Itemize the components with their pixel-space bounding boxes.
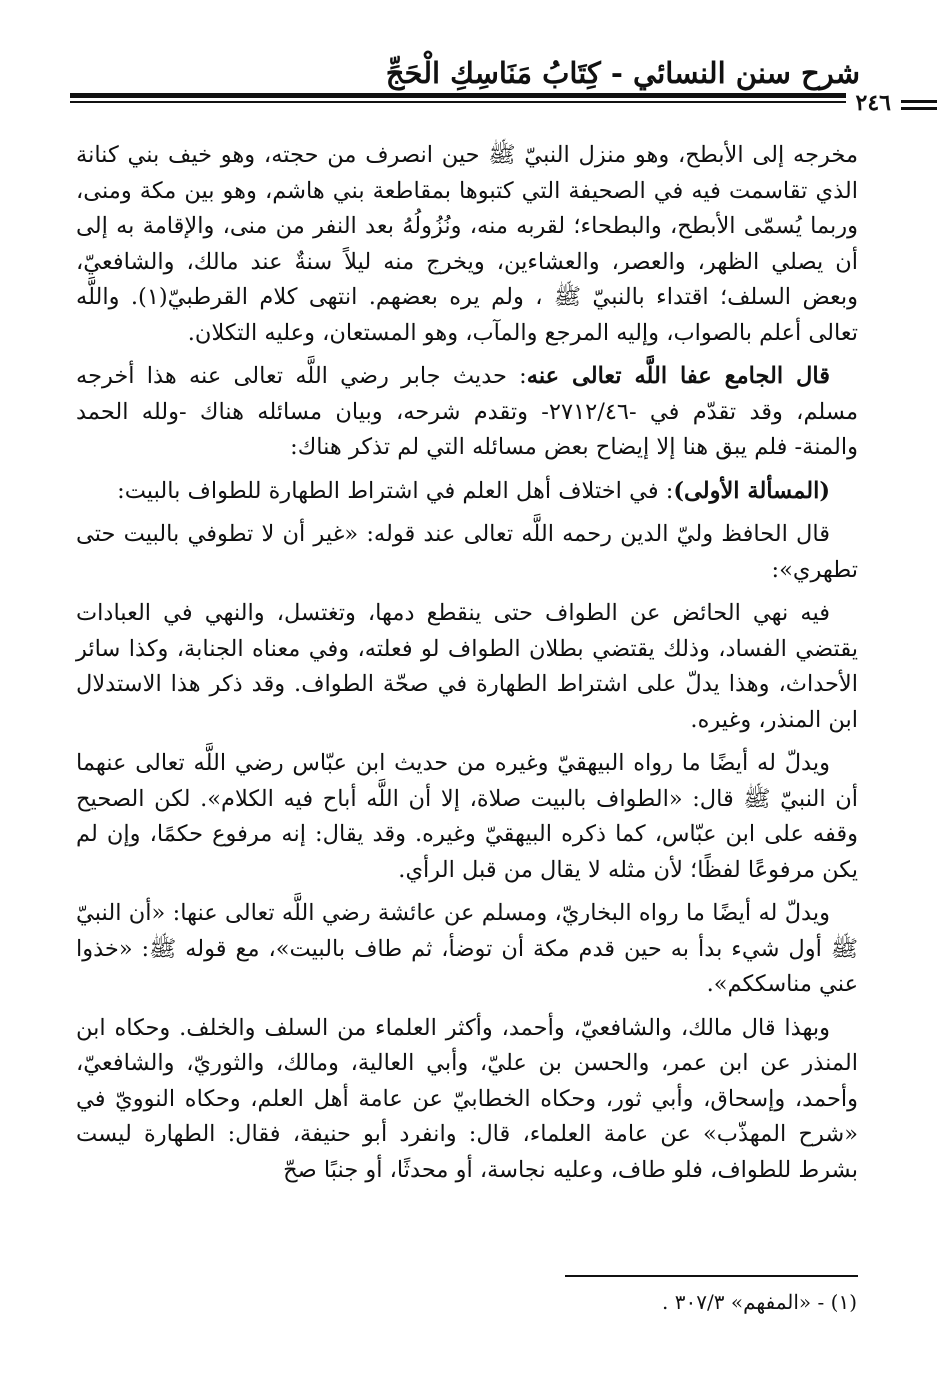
footnote-rule (565, 1275, 858, 1277)
paragraph-text: ويدلّ له أيضًا ما رواه البيهقيّ وغيره من حديث ابن عبّاس رضي اللَّه تعالى عنهما أن النبيّ ﷺ قال: «الطواف بالبيت صلاة، إلا أن اللَّه أباح فيه الكلام». لكن الصحيح وقفه على ابن عبّاس، كما ذكره البيهقيّ وغيره. وقد يقال: إنه مرفوع حكمًا، وإن لم يكن مرفوعًا لفظًا؛ لأن مثله لا يقال من قبل الرأي. (76, 750, 858, 883)
header-rule-thick (70, 93, 860, 98)
header-rule-thin (70, 101, 860, 103)
header-title: شرح سنن النسائي - كِتَابُ مَنَاسِكِ الْحَجِّ (385, 56, 860, 90)
paragraph (76, 746, 858, 888)
paragraph (76, 359, 858, 466)
main-text (76, 138, 858, 1196)
paragraph (76, 138, 858, 351)
paragraph-lead: (المسألة الأولى) (673, 477, 830, 504)
paragraph-text: : حديث جابر رضي اللَّه تعالى عنه هذا أخرجه مسلم، وقد تقدّم في -٢٧١٢/٤٦- وتقدم شرحه، وبيان مسائله هناك -ولله الحمد والمنة- فلم يبق هنا إلا إيضاح بعض مسائله التي لم تذكر هناك: (76, 363, 858, 460)
running-header (70, 56, 860, 104)
paragraph-text: وبهذا قال مالك، والشافعيّ، وأحمد، وأكثر العلماء من السلف والخلف. وحكاه ابن المنذر عن ابن عمر، والحسن بن عليّ، وأبي العالية، ومالك، والثوريّ، والشافعيّ، وأحمد، وإسحاق، وأبي ثور، وحكاه الخطابيّ عن عامة أهل العلم، وحكاه النوويّ في «شرح المهذّب» عن عامة العلماء، قال: وانفرد أبو حنيفة، فقال: الطهارة ليست بشرط للطواف، فلو طاف، وعليه نجاسة، أو محدثًا، أو جنبًا صحّ (76, 1014, 858, 1183)
paragraph-lead: قال الجامع عفا اللَّه تعالى عنه (526, 363, 830, 389)
footnote: (١) - «المفهم» ٣٠٧/٣ . (662, 1290, 857, 1314)
paragraph-text: ويدلّ له أيضًا ما رواه البخاريّ، ومسلم عن عائشة رضي اللَّه تعالى عنها: «أن النبيّ ﷺ أول شيء بدأ به حين قدم مكة أن توضأ، ثم طاف بالبيت»، مع قوله ﷺ: «خذوا عني مناسككم». (76, 900, 858, 997)
paragraph-text: مخرجه إلى الأبطح، وهو منزل النبيّ ﷺ حين انصرف من حجته، وهو خيف بني كنانة الذي تقاسمت فيه في الصحيفة التي كتبوها بمقاطعة بني هاشم، وهو بين مكة ومنى، وربما يُسمّى الأبطح، والبطحاء؛ لقربه منه، ونُزُولُهُ بعد النفر من منى، والإقامة به إلى أن يصلي الظهر، والعصر، والعشاءين، ويخرج منه ليلاً سنةٌ عند مالك، والشافعيّ، وبعض السلف؛ اقتداء بالنبيّ ﷺ ، ولم يره بعضهم. انتهى كلام القرطبيّ(١). واللَّه تعالى أعلم بالصواب، وإليه المرجع والمآب، وهو المستعان، وعليه التكلان. (76, 142, 858, 346)
page-number-rules (901, 100, 937, 114)
paragraph (76, 896, 858, 1003)
paragraph (76, 517, 858, 588)
paragraph (76, 474, 858, 510)
paragraph-text: فيه نهي الحائض عن الطواف حتى ينقطع دمها، وتغتسل، والنهي في العبادات يقتضي الفساد، وذلك يقتضي بطلان الطواف لو فعلته، وفي معناه الجنابة، وكذا سائر الأحداث، وهذا يدلّ على اشتراط الطهارة في صحّة الطواف. وقد ذكر هذا الاستدلال ابن المنذر، وغيره. (76, 600, 858, 733)
paragraph-text: : في اختلاف أهل العلم في اشتراط الطهارة للطواف بالبيت: (117, 477, 674, 504)
paragraph-text: قال الحافظ وليّ الدين رحمه اللَّه تعالى عند قوله: «غير أن لا تطوفي بالبيت حتى تطهري»: (76, 521, 858, 583)
paragraph (76, 596, 858, 738)
paragraph (76, 1011, 858, 1189)
page-number: ٢٤٦ (846, 90, 901, 116)
